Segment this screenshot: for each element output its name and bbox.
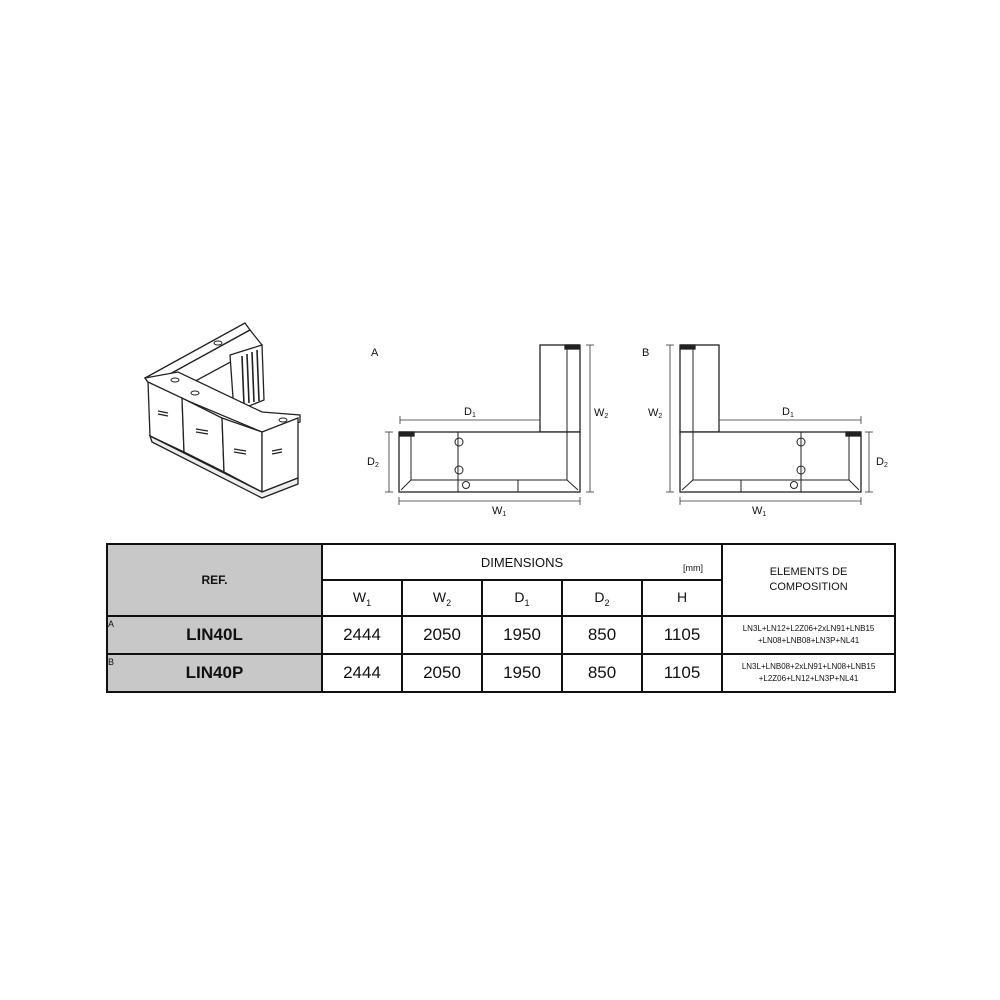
- value-h: 1105: [642, 654, 722, 692]
- value-h: 1105: [642, 616, 722, 654]
- spec-table: [106, 543, 896, 693]
- plan-a-w1-label: W1: [492, 505, 507, 518]
- plan-b-w1-label: W1: [752, 505, 767, 518]
- col-d1: $D_1$: [482, 580, 562, 616]
- dimensions-title: DIMENSIONS: [480, 554, 564, 570]
- elements-header: [722, 544, 895, 616]
- ref-code: LIN40L: [186, 625, 243, 644]
- variant-label: B: [108, 657, 115, 667]
- plan-a-d2-label: D2: [367, 456, 379, 469]
- col-d2: $D_2$: [562, 580, 642, 616]
- elements-header-line1: ELEMENTS DE: [769, 566, 848, 578]
- plan-a: [367, 345, 608, 518]
- value-w1: 2444: [322, 616, 402, 654]
- unit-label: [mm]: [683, 563, 704, 573]
- variant-label: A: [108, 619, 115, 629]
- composition-cell: [722, 654, 895, 692]
- col-w1: $W_1$: [322, 580, 402, 616]
- dimensions-header: [322, 544, 722, 580]
- composition-line: LN3L+LN12+L2Z06+2xLN91+LNB15: [742, 624, 875, 633]
- col-w2: $W_2$: [402, 580, 482, 616]
- composition-line: LN3L+LNB08+2xLN91+LN08+LNB15: [741, 662, 876, 671]
- perspective-view: [145, 323, 300, 498]
- table-row: [107, 654, 895, 692]
- value-d2: 850: [562, 616, 642, 654]
- value-w2: 2050: [402, 654, 482, 692]
- ref-code: LIN40P: [185, 663, 244, 682]
- plan-a-d1-label: D1: [464, 406, 476, 419]
- value-d1: 1950: [482, 616, 562, 654]
- value-d2: 850: [562, 654, 642, 692]
- ref-cell: [107, 654, 322, 692]
- table-row: [107, 616, 895, 654]
- elements-header-line2: COMPOSITION: [769, 581, 848, 593]
- ref-header: REF.: [107, 544, 322, 616]
- col-h: H: [642, 580, 722, 616]
- plan-b-d1-label: D1: [782, 406, 794, 419]
- plan-a-label: A: [371, 347, 379, 359]
- ref-cell: [107, 616, 322, 654]
- value-w2: 2050: [402, 616, 482, 654]
- plan-b-w2-label: W2: [648, 407, 663, 420]
- plan-a-w2-label: W2: [594, 407, 609, 420]
- value-w1: 2444: [322, 654, 402, 692]
- plan-b-label: B: [642, 347, 650, 359]
- composition-line: +LN08+LNB08+LN3P+NL41: [757, 636, 860, 645]
- value-d1: 1950: [482, 654, 562, 692]
- plan-b: [642, 345, 888, 518]
- composition-line: +L2Z06+LN12+LN3P+NL41: [758, 674, 859, 683]
- composition-cell: [722, 616, 895, 654]
- plan-b-d2-label: D2: [876, 456, 888, 469]
